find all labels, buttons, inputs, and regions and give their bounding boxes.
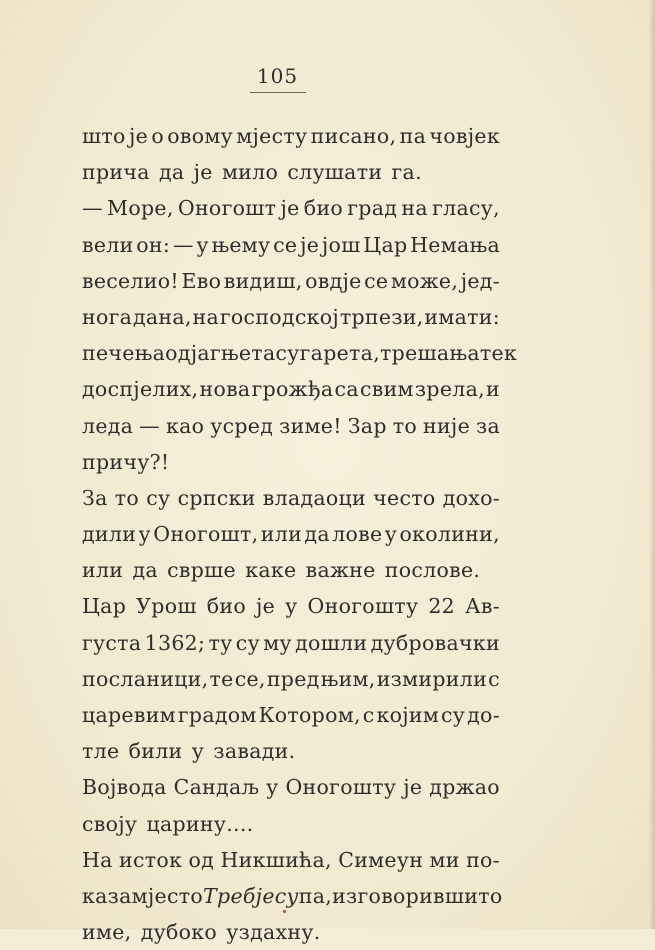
word: је [193,160,213,185]
word: јагњета [190,341,276,366]
word: печења [82,341,166,366]
word: Требјесу [203,883,299,908]
word: вели [82,232,134,257]
word: Урош [136,594,197,619]
word: прича [82,160,150,185]
text-line [82,588,500,624]
word: био [206,594,246,619]
text-line [82,697,500,733]
word: дохо- [442,485,500,510]
word: дубоко [140,920,218,945]
word: царевим [82,703,176,727]
word: били [128,739,183,764]
word: грожђа [251,377,334,402]
word: дана, [132,304,192,329]
word: или [82,558,124,583]
word: доспјелих, [82,377,199,402]
word: — [82,196,103,221]
word: Оногошт [177,196,277,221]
word: у [285,594,298,619]
word: мило [221,160,279,185]
word: зрела, [414,377,485,402]
word: се [273,232,298,257]
word: На [82,847,113,872]
word: уздахну. [226,920,321,945]
word: као [165,413,205,438]
word: имати: [424,304,500,329]
word: у [191,739,205,764]
word: Цар [82,594,127,619]
word: те [209,666,234,691]
word: он: [136,232,171,257]
word: на [192,304,220,329]
word: нова [199,377,251,402]
text-line [82,408,500,444]
word: дили [82,522,137,547]
text-line [82,299,500,335]
word: Оногошт, [153,522,259,547]
word: њим, [320,666,376,691]
text-line [82,190,500,226]
word: лове [332,522,383,547]
word: гласу, [432,196,500,221]
word: овдје [305,268,362,293]
word: Оногошту [307,594,419,619]
word: видиш, [223,268,303,293]
word: Оногошту [285,775,397,800]
page-number: 105 [256,64,299,88]
text-line [82,552,500,588]
text-line [82,444,500,480]
word: није [423,413,471,438]
text-line [82,118,500,154]
word: па [399,124,427,148]
word: околини, [399,522,500,547]
word: с [488,666,500,691]
word: Море, [107,196,174,221]
word: дубровачки [370,630,500,655]
word: је [280,196,300,221]
text-line [82,227,500,263]
word: 22 [428,594,456,619]
word: свим [359,377,414,402]
word: Немања [410,232,500,257]
word: у [384,522,398,547]
word: Војвода [82,775,167,800]
word: по- [466,847,500,872]
word: име, [82,920,132,945]
word: тле [82,739,120,764]
word: су [235,630,260,655]
word: с [362,703,375,727]
word: може, [390,268,459,293]
text-line [82,154,500,190]
text-line [82,842,500,878]
word: се [364,268,389,293]
word: — [172,232,194,257]
word: о [151,124,164,148]
word: слушати [287,160,383,185]
word: трпези, [339,304,424,329]
word: њему [211,232,271,257]
word: тек [479,341,518,366]
word: За [82,485,108,510]
word: причу?! [82,449,170,474]
text-line [82,878,503,914]
word: леда [82,413,134,438]
word: пред [266,666,320,691]
word: мјесту [236,124,308,148]
word: исток [119,847,183,872]
page-number-rule [250,92,306,93]
word: му [263,630,292,655]
word: јед- [460,268,500,293]
text-line [82,480,500,516]
word: зиме! [279,413,342,438]
word: на [401,196,428,221]
word: Ав- [465,594,500,619]
word: да [132,558,158,583]
text-line [82,661,500,697]
word: су [146,485,171,510]
word: град [347,196,398,221]
text-line [82,914,500,950]
text-line [82,733,500,769]
word: Котором, [258,703,361,727]
text-line [82,263,500,299]
word: сугарета, [275,341,381,366]
word: то [114,485,140,510]
word: измирили [376,666,488,691]
text-line [82,806,500,842]
word: је [300,232,320,257]
word: трешања [380,341,480,366]
word: то [478,883,503,908]
word: био [303,196,344,221]
word: владаоци [262,485,366,510]
page-edge-shadow [649,0,655,929]
word: господској [219,304,340,329]
word: у [266,775,279,800]
word: га. [391,160,422,185]
word: овому [167,124,233,148]
text-line [82,769,500,805]
word: да [158,160,185,185]
word: мјесто [131,883,204,908]
word: изговоривши [332,883,479,908]
word: важне [305,558,376,583]
word: Зар [347,413,387,438]
word: густа [82,630,142,655]
word: своју [82,811,138,836]
word: да [304,522,330,547]
word: човјек [429,124,500,148]
word: каза [82,883,132,908]
word: српски [177,485,256,510]
text-line [82,516,500,552]
word: је [403,775,423,800]
word: и [486,377,500,402]
word: за [475,413,500,438]
word: од [188,847,215,872]
text-line [82,371,500,407]
body-text [82,118,518,950]
ink-speck [283,910,286,913]
word: усред [210,413,274,438]
word: Симеун [338,847,424,872]
word: којим [376,703,440,727]
word: од [165,341,191,366]
word: ту [208,630,233,655]
word: царину.... [146,811,254,836]
word: са [334,377,359,402]
word: дошли [295,630,368,655]
word: — [139,413,160,438]
word: што [82,124,126,148]
word: ми [429,847,460,872]
word: завади. [213,739,296,764]
word: често [373,485,436,510]
word: или [260,522,303,547]
word: Ево [181,268,222,293]
word: каке [245,558,297,583]
word: у [196,232,209,257]
word: градом [177,703,257,727]
word: веселио! [82,268,179,293]
word: је [256,594,276,619]
word: држао [429,775,500,800]
word: нога [82,304,133,329]
word: је [128,124,149,148]
word: су [441,703,466,727]
word: се, [234,666,266,691]
word: послове. [384,558,481,583]
word: писано, [310,124,397,148]
word: па, [298,883,333,908]
text-line [82,335,518,371]
word: то [392,413,418,438]
word: у [138,522,151,547]
word: Сандаљ [173,775,260,800]
word: до- [467,703,500,727]
word: сврше [167,558,236,583]
word: посланици, [82,666,209,691]
word: Никшића, [220,847,332,872]
word: Цар [363,232,408,257]
word: 1362; [144,630,206,655]
word: још [321,232,361,257]
text-line [82,625,500,661]
